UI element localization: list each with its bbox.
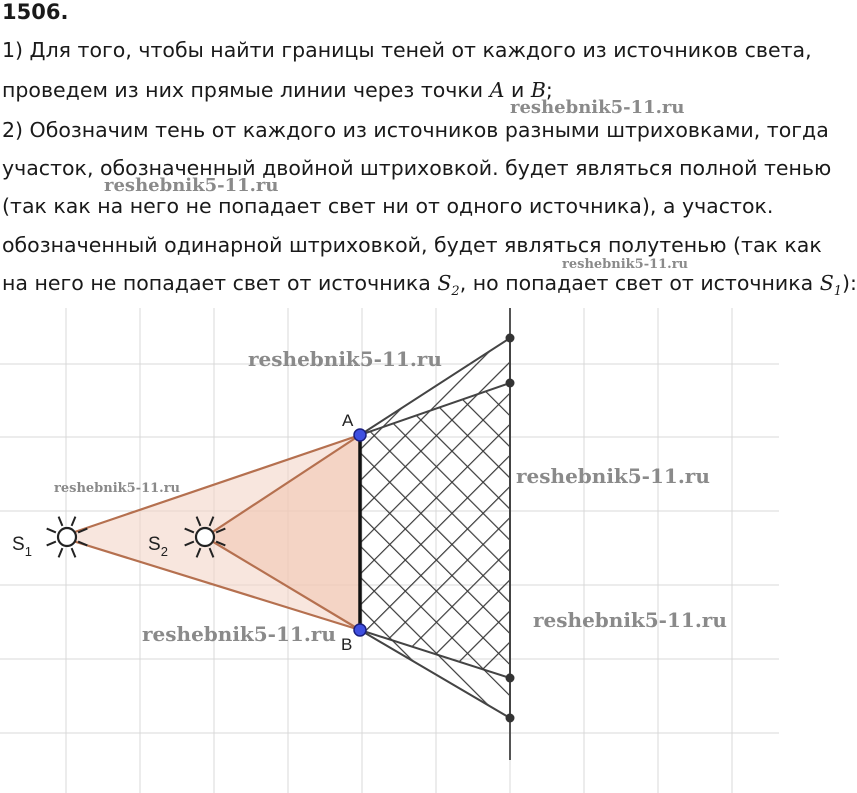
shadow-region-s2 [360, 383, 510, 718]
sun-ray [59, 517, 63, 526]
label-s1: $S_1$ [12, 534, 32, 559]
text-line-2-mid: и [504, 78, 531, 102]
text-line-7 [2, 271, 857, 299]
sun-ray [72, 548, 76, 557]
watermark-6: reshebnik5-11.ru [516, 464, 710, 488]
text-line-2-pre: проведем из них прямые линии через точки [2, 78, 490, 102]
problem-number: 1506. [2, 0, 69, 24]
screen-point-4 [506, 714, 515, 723]
point-a [354, 429, 366, 441]
text-line-5: (так как на него не попадает свет ни от одного источника), а участок. [2, 194, 774, 218]
sun-ray [72, 517, 76, 526]
text-line-7-pre: на него не попадает свет от источника [2, 271, 438, 295]
text-line-1: 1) Для того, чтобы найти границы теней от каждого из источников света, [2, 38, 812, 62]
watermark-5: reshebnik5-11.ru [54, 481, 181, 496]
sun-ray [59, 548, 63, 557]
watermark-7: reshebnik5-11.ru [142, 622, 336, 646]
s2-ref: $S_2$ [437, 271, 460, 300]
label-b: B [341, 635, 353, 654]
watermark-4: reshebnik5-11.ru [248, 347, 442, 371]
watermark-2: reshebnik5-11.ru [104, 175, 279, 196]
watermark-8: reshebnik5-11.ru [533, 608, 727, 632]
text-line-3: 2) Обозначим тень от каждого из источников разными штриховками, тогда [2, 118, 829, 142]
text-line-6: обозначенный одинарной штриховкой, будет являться полутенью (так как [2, 233, 822, 257]
screen-point-2 [506, 379, 515, 388]
text-line-4: участок, обозначенный двойной штриховкой. будет являться полной тенью [2, 156, 832, 180]
point-b-ref: B [530, 78, 546, 102]
sun-ray [47, 542, 56, 546]
text-line-7-end: ): [842, 271, 857, 295]
screen-point-1 [506, 334, 515, 343]
point-b [354, 624, 366, 636]
text-line-7-mid: , но попадает свет от источника [459, 271, 820, 295]
watermark-3: reshebnik5-11.ru [562, 257, 689, 272]
text-line-2-end: ; [545, 78, 553, 102]
sun-ray [47, 529, 56, 533]
s1-ref: $S_1$ [819, 271, 843, 300]
shadow-diagram [0, 308, 779, 793]
screen-point-3 [506, 674, 515, 683]
label-s2: $S_2$ [148, 534, 168, 559]
label-a: A [342, 411, 354, 430]
text-line-2 [2, 78, 553, 102]
point-a-ref: A [489, 78, 505, 102]
watermark-1: reshebnik5-11.ru [510, 97, 685, 118]
